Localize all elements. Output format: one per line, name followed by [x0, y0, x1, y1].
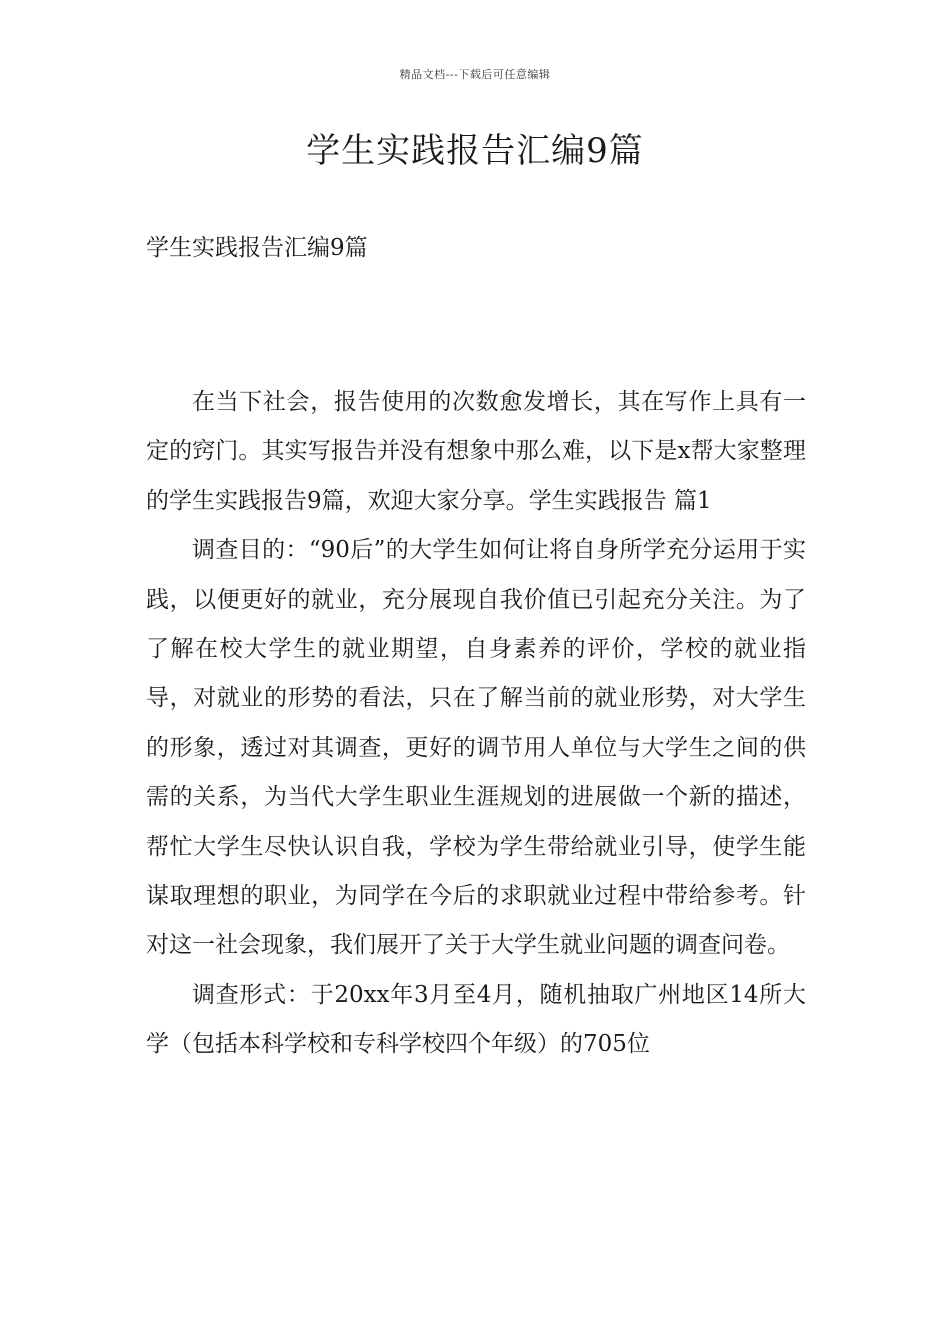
document-subtitle: 学生实践报告汇编9篇	[146, 235, 368, 261]
paragraph-intro: 在当下社会，报告使用的次数愈发增长，其在写作上具有一定的窍门。其实写报告并没有想象中那么难，以下是x帮大家整理的学生实践报告9篇，欢迎大家分享。学生实践报告 篇1	[146, 389, 806, 514]
paragraph-survey-purpose: 调查目的：“90后”的大学生如何让将自身所学充分运用于实践，以便更好的就业，充分展现自我价值已引起充分关注。为了了解在校大学生的就业期望，自身素养的评价，学校的就业指导，对就业的形势的看法，只在了解当前的就业形势，对大学生的形象，透过对其调查，更好的调节用人单位与大学生之间的供需的关系，为当代大学生职业生涯规划的进展做一个新的描述，帮忙大学生尽快认识自我，学校为学生带给就业引导，使学生能谋取理想的职业，为同学在今后的求职就业过程中带给参考。针对这一社会现象，我们展开了关于大学生就业问题的调查问卷。	[146, 537, 806, 959]
paragraph-survey-form: 调查形式：于20xx年3月至4月，随机抽取广州地区14所大学（包括本科学校和专科学校四个年级）的705位	[146, 981, 806, 1058]
header-note: 精品文档---下载后可任意编辑	[399, 68, 551, 81]
document-body	[146, 378, 806, 1070]
document-title: 学生实践报告汇编9篇	[306, 131, 644, 171]
